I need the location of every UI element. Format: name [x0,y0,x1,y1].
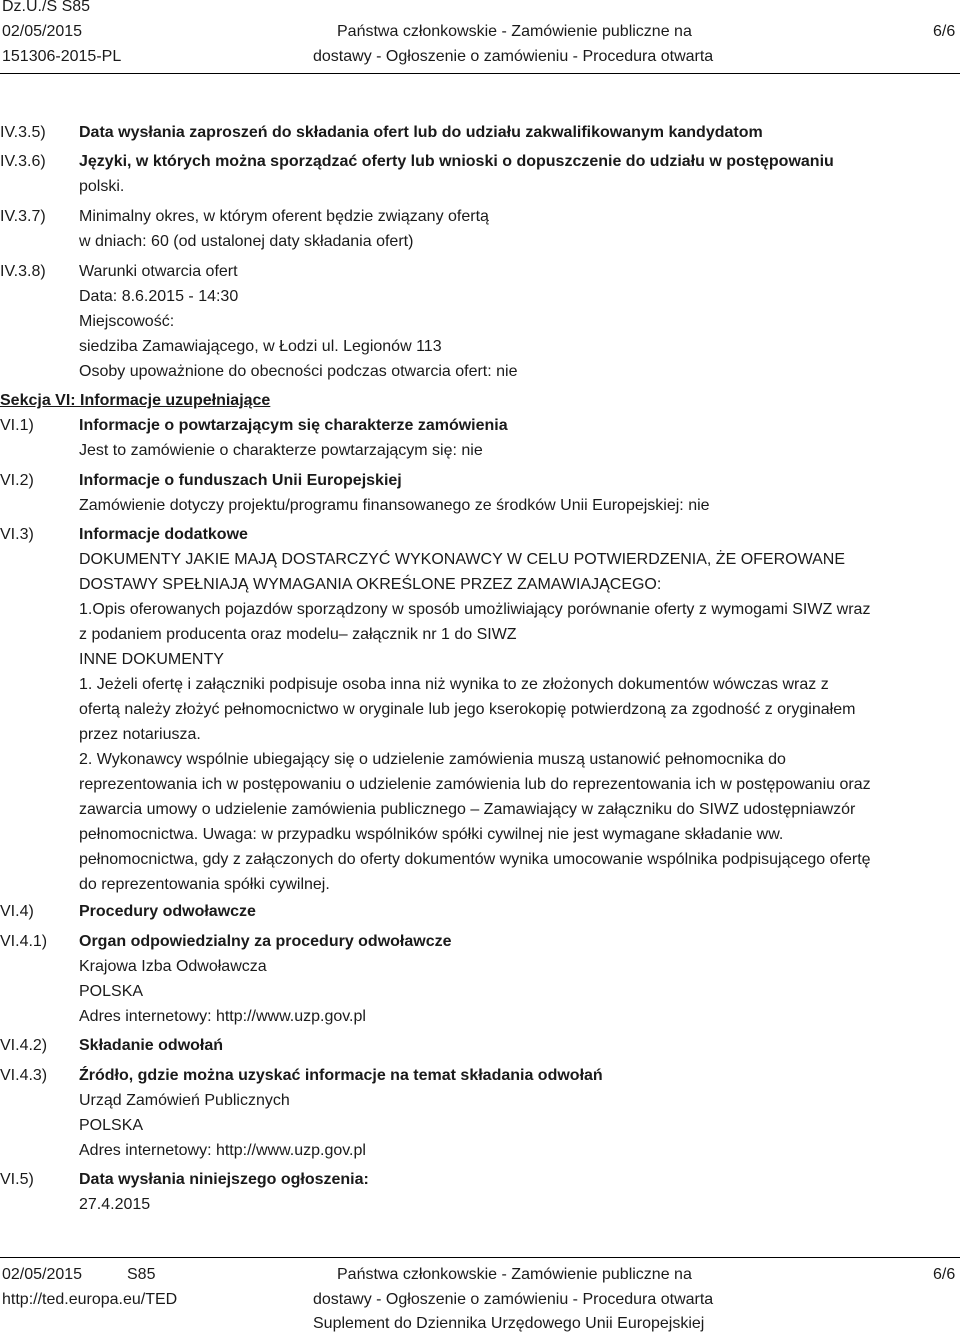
web-link[interactable]: http://www.uzp.gov.pl [215,1142,366,1159]
section-value: Zamówienie dotyczy projektu/programu finansowanego ze środków Unii Europejskiej: nie [79,497,710,514]
section-title: Organ odpowiedzialny za procedury odwoławcze [79,933,452,950]
info-line: przez notariusza. [79,726,201,743]
section-title: Minimalny okres, w którym oferent będzie związany ofertą [79,208,489,225]
section-number: VI.5) [0,1171,34,1188]
section-title: Data wysłania niniejszego ogłoszenia: [79,1171,369,1188]
info-line: z podaniem producenta oraz modelu– załącznik nr 1 do SIWZ [79,626,517,643]
info-line: 1.Opis oferowanych pojazdów sporządzony w sposób umożliwiający porównanie oferty z wymogami SIWZ wraz [79,601,871,618]
section-number: VI.4.1) [0,933,48,950]
section-vi-heading: Sekcja VI: Informacje uzupełniające [0,392,271,409]
section-number: VI.2) [0,472,34,489]
info-line: ofertą należy złożyć pełnomocnictwo w oryginale lub jego kserokopię potwierdzoną za zgodność z oryginałem [79,701,856,718]
section-number: VI.1) [0,417,34,434]
organ-web-row [79,1007,959,1027]
web-label: Adres internetowy: [79,1142,216,1159]
section-value: polski. [79,178,125,195]
section-value: Jest to zamówienie o charakterze powtarzającym się: nie [79,442,483,459]
section-number: VI.4.2) [0,1037,48,1054]
section-number: IV.3.8) [0,263,46,280]
section-number: VI.4) [0,903,34,920]
footer-title-line3: Suplement do Dziennika Urzędowego Unii Europejskiej [313,1315,705,1332]
info-line: DOSTAWY SPEŁNIAJĄ WYMAGANIA OKREŚLONE PRZEZ ZAMAWIAJĄCEGO: [79,576,662,593]
header-title-line2: dostawy - Ogłoszenie o zamówieniu - Procedura otwarta [313,48,714,65]
section-title: Informacje o powtarzającym się charakterze zamówienia [79,417,508,434]
section-title: Źródło, gdzie można uzyskać informacje na temat składania odwołań [79,1067,603,1084]
footer-title-line1: Państwa członkowskie - Zamówienie publiczne na [337,1266,692,1283]
footer-title-line2: dostawy - Ogłoszenie o zamówieniu - Procedura otwarta [313,1291,714,1308]
section-title: Składanie odwołań [79,1037,224,1054]
place-value: siedziba Zamawiającego, w Łodzi ul. Legionów 113 [79,338,442,355]
authorized-persons: Osoby upoważnione do obecności podczas otwarcia ofert: nie [79,363,518,380]
info-line: 2. Wykonawcy wspólnie ubiegający się o udzielenie zamówienia muszą ustanowić pełnomocnika do [79,751,786,768]
header-page-number: 6/6 [933,23,956,40]
header-date: 02/05/2015 [2,23,83,40]
source-name: Urząd Zamówień Publicznych [79,1092,290,1109]
section-title: Data wysłania zaproszeń do składania ofert lub do udziału zakwalifikowanym kandydatom [79,124,763,141]
info-line: DOKUMENTY JAKIE MAJĄ DOSTARCZYĆ WYKONAWCY W CELU POTWIERDZENIA, ŻE OFEROWANE [79,551,845,568]
opening-date: Data: 8.6.2015 - 14:30 [79,288,239,305]
header-rule [0,73,960,74]
section-number: IV.3.6) [0,153,46,170]
info-line: pełnomocnictwa. Uwaga: w przypadku wspólników spółki cywilnej nie jest wymagane składanie ww. [79,826,784,843]
footer-date: 02/05/2015 [2,1266,83,1283]
web-link[interactable]: http://www.uzp.gov.pl [215,1008,366,1025]
info-line: 1. Jeżeli ofertę i załączniki podpisuje osoba inna niż wynika to ze złożonych dokumentów wówczas wraz z [79,676,829,693]
header-doc-ref: Dz.U./S S85 [2,0,91,15]
section-title: Języki, w których można sporządzać oferty lub wnioski o dopuszczenie do udziału w postępowaniu [79,153,834,170]
section-value: w dniach: 60 (od ustalonej daty składania ofert) [79,233,414,250]
info-line: pełnomocnictwa, gdy z załączonych do oferty dokumentów wynika umocowanie wspólnika podpisującego ofertę [79,851,871,868]
web-label: Adres internetowy: [79,1008,216,1025]
source-country: POLSKA [79,1117,144,1134]
header-title-line1: Państwa członkowskie - Zamówienie publiczne na [337,23,692,40]
footer-rule [0,1257,960,1258]
header-doc-id: 151306-2015-PL [2,48,122,65]
source-web-row [79,1141,959,1161]
dispatch-date: 27.4.2015 [79,1196,151,1213]
info-line: reprezentowania ich w postępowaniu o udzielenie zamówienia lub do reprezentowania ich w postępowaniu oraz [79,776,871,793]
info-line: INNE DOKUMENTY [79,651,224,668]
footer-page-number: 6/6 [933,1266,956,1283]
page-footer [0,1264,960,1334]
section-title: Procedury odwoławcze [79,903,256,920]
info-line: zawarcia umowy o udzielenie zamówienia publicznego – Zamawiający w załączniku do SIWZ udostępniawzór [79,801,856,818]
footer-url: http://ted.europa.eu/TED [2,1291,178,1308]
footer-series: S85 [127,1266,156,1283]
section-title: Informacje o funduszach Unii Europejskiej [79,472,402,489]
organ-country: POLSKA [79,983,144,1000]
organ-name: Krajowa Izba Odwoławcza [79,958,267,975]
info-line: do reprezentowania spółki cywilnej. [79,876,330,893]
section-number: VI.3) [0,526,34,543]
section-number: IV.3.5) [0,124,46,141]
section-title: Warunki otwarcia ofert [79,263,238,280]
page-header [0,0,960,70]
place-label: Miejscowość: [79,313,175,330]
section-number: IV.3.7) [0,208,46,225]
section-title: Informacje dodatkowe [79,526,248,543]
section-number: VI.4.3) [0,1067,48,1084]
